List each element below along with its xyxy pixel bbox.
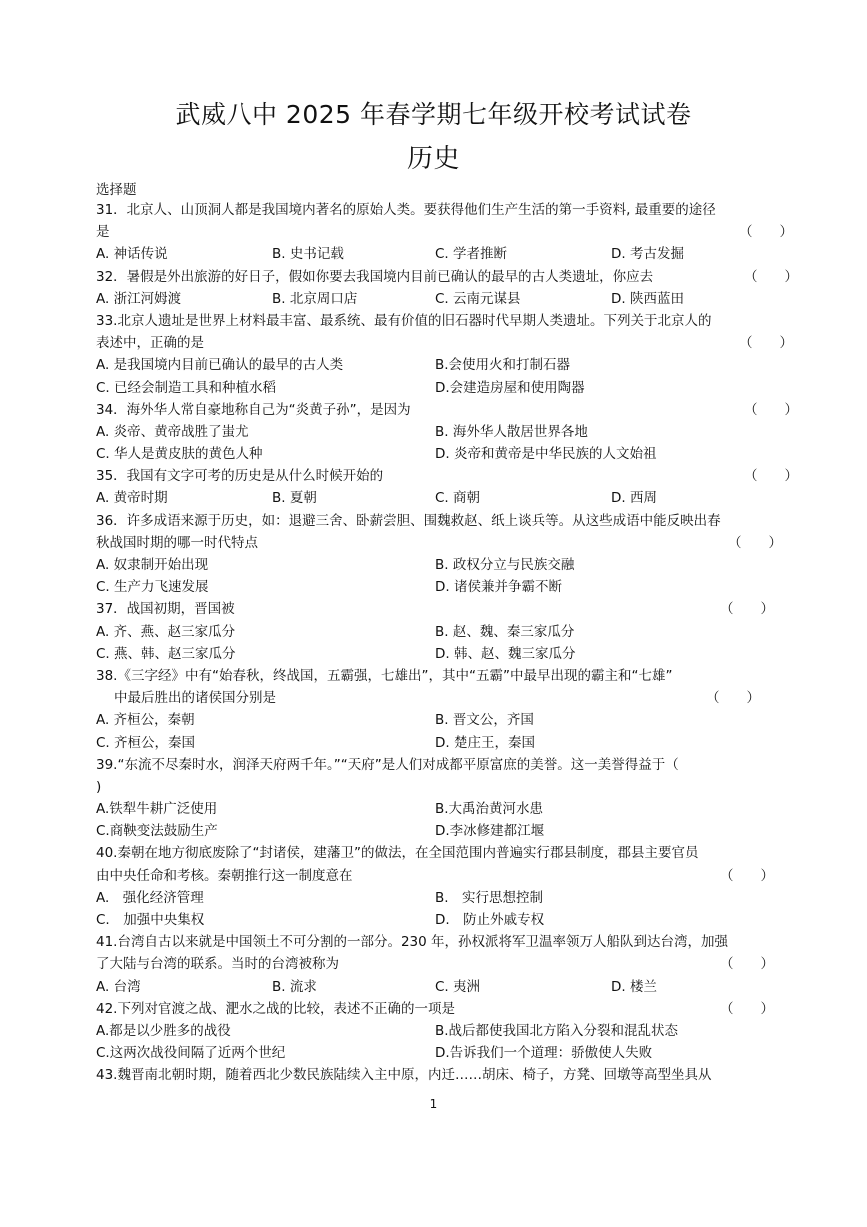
option-b: B. 流求 xyxy=(272,978,317,995)
option-a: A. 黄帝时期 xyxy=(96,490,168,507)
question-stem-text: 34．海外华人常自豪地称自己为“炎黄子孙”，是因为 xyxy=(96,401,411,418)
question-stem-line xyxy=(96,665,784,687)
options-row xyxy=(96,354,784,376)
question-stem-text: ) xyxy=(96,778,102,795)
option-c: C. 华人是黄皮肤的黄色人种 xyxy=(96,446,263,463)
question-stem-text: 39.“东流不尽秦时水，润泽天府两千年。”“天府”是人们对成都平原富庶的美誉。这一美誉得益于（ xyxy=(96,756,679,773)
option-b: B. 政权分立与民族交融 xyxy=(435,557,575,573)
question xyxy=(96,465,798,509)
question-stem-line xyxy=(96,266,798,288)
options-row xyxy=(96,643,784,665)
options-row xyxy=(96,377,784,399)
options-row xyxy=(96,1042,784,1064)
option-c: C. 商朝 xyxy=(435,490,481,507)
question-stem-line xyxy=(96,687,784,709)
option-a: A. 浙江河姆渡 xyxy=(96,290,182,307)
question-stem-text: 了大陆与台湾的联系。当时的台湾被称为 xyxy=(96,956,339,973)
option-b: B. 夏朝 xyxy=(272,490,317,507)
options-row xyxy=(96,732,784,754)
option-c: C. 齐桓公，秦国 xyxy=(96,734,196,751)
option-a: A. 齐、燕、赵三家瓜分 xyxy=(96,623,236,640)
option-b: B. 赵、魏、秦三家瓜分 xyxy=(435,623,575,640)
option-b: B. 史书记载 xyxy=(272,246,344,263)
question xyxy=(96,931,784,998)
answer-bracket: （ ） xyxy=(739,224,793,241)
option-d: D. 诸侯兼并争霸不断 xyxy=(435,579,562,596)
answer-bracket: （ ） xyxy=(744,468,798,485)
options-row xyxy=(96,443,784,465)
options-row xyxy=(96,909,784,931)
question-stem-line xyxy=(96,598,784,620)
answer-bracket: （ ） xyxy=(720,956,774,973)
question xyxy=(96,266,798,310)
options-row xyxy=(96,709,784,731)
option-a: A. 强化经济管理 xyxy=(96,889,204,906)
option-b: B. 北京周口店 xyxy=(272,290,358,307)
question xyxy=(96,310,793,399)
question xyxy=(96,754,784,843)
answer-bracket: （ ） xyxy=(706,690,760,707)
options-row xyxy=(96,1020,784,1042)
option-c: C. 云南元谋县 xyxy=(435,290,521,307)
option-d: D. 韩、赵、魏三家瓜分 xyxy=(435,645,576,662)
options-row xyxy=(96,487,784,509)
question-stem-text: 43.魏晋南北朝时期，随着西北少数民族陆续入主中原，内迁……胡床、椅子，方凳、回墩等高型坐具从 xyxy=(96,1067,712,1084)
options-row xyxy=(96,288,784,310)
question xyxy=(96,399,798,466)
option-b: B.战后都使我国北方陷入分裂和混乱状态 xyxy=(435,1022,679,1039)
question-stem-text: 42.下列对官渡之战、淝水之战的比较，表述不正确的一项是 xyxy=(96,1000,455,1017)
option-a: A. 神话传说 xyxy=(96,246,168,263)
question-stem-text: 31．北京人、山顶洞人都是我国境内著名的原始人类。要获得他们生产生活的第一手资料, 最重要的途径 xyxy=(96,202,716,218)
option-c: C. 已经会制造工具和种植水稻 xyxy=(96,379,277,396)
options-row xyxy=(96,621,784,643)
question-stem-line xyxy=(96,842,784,864)
option-b: B. 实行思想控制 xyxy=(435,889,544,906)
option-c: C. 加强中央集权 xyxy=(96,912,205,928)
option-d: D. 楚庄王，秦国 xyxy=(435,734,535,751)
answer-bracket: （ ） xyxy=(728,534,782,551)
answer-bracket: （ ） xyxy=(744,401,798,418)
option-b: B. 海外华人散居世界各地 xyxy=(435,423,588,440)
options-row xyxy=(96,243,784,265)
question xyxy=(96,510,784,599)
question xyxy=(96,1064,784,1086)
option-d: D. 炎帝和黄帝是中华民族的人文始祖 xyxy=(435,446,657,463)
question-stem-line xyxy=(96,199,784,221)
question-stem-line xyxy=(96,465,798,487)
option-c: C. 生产力飞速发展 xyxy=(96,579,209,596)
question xyxy=(96,842,784,931)
option-a: A. 炎帝、黄帝战胜了蚩尤 xyxy=(96,423,249,440)
question-list xyxy=(96,199,798,1087)
option-c: C. 学者推断 xyxy=(435,246,508,263)
question-stem-text: 38.《三字经》中有“始春秋，终战国，五霸强，七雄出”，其中“五霸”中最早出现的霸主和“七雄” xyxy=(96,667,673,684)
question xyxy=(96,998,784,1065)
option-c: C. 夷洲 xyxy=(435,978,481,995)
option-d: D. 西周 xyxy=(611,490,657,507)
question-stem-line xyxy=(96,221,793,243)
question-stem-line xyxy=(96,310,784,332)
question-stem-line xyxy=(96,998,784,1020)
option-d: D. 考古发掘 xyxy=(611,246,684,263)
options-row xyxy=(96,798,784,820)
options-row xyxy=(96,576,784,598)
question-stem-text: 36．许多成语来源于历史，如：退避三舍、卧薪尝胆、围魏救赵、纸上谈兵等。从这些成语中能反映出春 xyxy=(96,512,721,529)
option-a: A.都是以少胜多的战役 xyxy=(96,1022,231,1039)
option-c: C. 燕、韩、赵三家瓜分 xyxy=(96,645,236,662)
options-row xyxy=(96,421,784,443)
question xyxy=(96,598,784,665)
options-row xyxy=(96,820,784,842)
question-stem-line xyxy=(96,532,784,554)
question-stem-text: 33.北京人遗址是世界上材料最丰富、最系统、最有价值的旧石器时代早期人类遗址。下列关于北京人的 xyxy=(96,312,712,329)
question-stem-line xyxy=(96,399,798,421)
answer-bracket: （ ） xyxy=(739,335,793,352)
option-a: A. 奴隶制开始出现 xyxy=(96,557,209,573)
answer-bracket: （ ） xyxy=(720,1000,774,1017)
option-a: A. 齐桓公，秦朝 xyxy=(96,712,195,729)
question-stem-line xyxy=(96,931,784,953)
question-stem-text: 表述中，正确的是 xyxy=(96,335,204,352)
answer-bracket: （ ） xyxy=(720,867,774,884)
question-stem-text: 35．我国有文字可考的历史是从什么时候开始的 xyxy=(96,468,384,485)
option-d: D.告诉我们一个道理：骄傲使人失败 xyxy=(435,1045,653,1062)
option-d: D. 楼兰 xyxy=(611,978,657,995)
option-c: C.这两次战役间隔了近两个世纪 xyxy=(96,1045,286,1062)
answer-bracket: （ ） xyxy=(720,601,774,618)
options-row xyxy=(96,554,784,576)
option-b: B.会使用火和打制石器 xyxy=(435,357,571,374)
question xyxy=(96,665,784,754)
question-stem-text: 由中央任命和考核。秦朝推行这一制度意在 xyxy=(96,867,353,884)
question-stem-text: 中最后胜出的诸侯国分别是 xyxy=(114,690,276,707)
options-row xyxy=(96,976,784,998)
question-stem-text: 32．暑假是外出旅游的好日子，假如你要去我国境内目前已确认的最早的古人类遗址，你应去 xyxy=(96,268,654,285)
question-stem-line xyxy=(96,953,784,975)
question-stem-line xyxy=(96,754,784,776)
options-row xyxy=(96,887,784,909)
page-number: 1 xyxy=(429,1097,438,1111)
option-c: C.商鞅变法鼓励生产 xyxy=(96,823,218,840)
answer-bracket: （ ） xyxy=(744,268,798,285)
option-d: D.李冰修建都江堰 xyxy=(435,823,545,840)
question-stem-text: 40.秦朝在地方彻底废除了“封诸侯，建藩卫”的做法，在全国范围内普遍实行郡县制度，郡县主要官员 xyxy=(96,845,699,862)
question-stem-line xyxy=(96,776,784,798)
page-title: 武威八中 2025 年春学期七年级开校考试试卷 xyxy=(175,100,692,129)
question-stem-line xyxy=(96,865,784,887)
option-d: D.会建造房屋和使用陶器 xyxy=(435,379,585,396)
page-subtitle: 历史 xyxy=(406,144,460,174)
question-stem-line xyxy=(96,510,784,532)
option-a: A. 台湾 xyxy=(96,978,141,995)
question xyxy=(96,199,793,266)
question-stem-text: 41.台湾自古以来就是中国领土不可分割的一部分。230 年，孙权派将军卫温率领万人船队到达台湾，加强 xyxy=(96,934,729,951)
question-stem-text: 37．战国初期，晋国被 xyxy=(96,601,235,618)
option-d: D. 防止外戚专权 xyxy=(435,912,545,928)
option-d: D. 陕西蓝田 xyxy=(611,290,684,307)
question-stem-line xyxy=(96,332,793,354)
question-stem-text: 秋战国时期的哪一时代特点 xyxy=(96,534,258,551)
option-b: B.大禹治黄河水患 xyxy=(435,801,544,818)
option-a: A.铁犁牛耕广泛使用 xyxy=(96,801,218,818)
section-label: 选择题 xyxy=(96,182,137,198)
option-b: B. 晋文公，齐国 xyxy=(435,712,534,729)
option-a: A. 是我国境内目前已确认的最早的古人类 xyxy=(96,357,344,374)
question-stem-line xyxy=(96,1064,784,1086)
question-stem-text: 是 xyxy=(96,224,110,241)
